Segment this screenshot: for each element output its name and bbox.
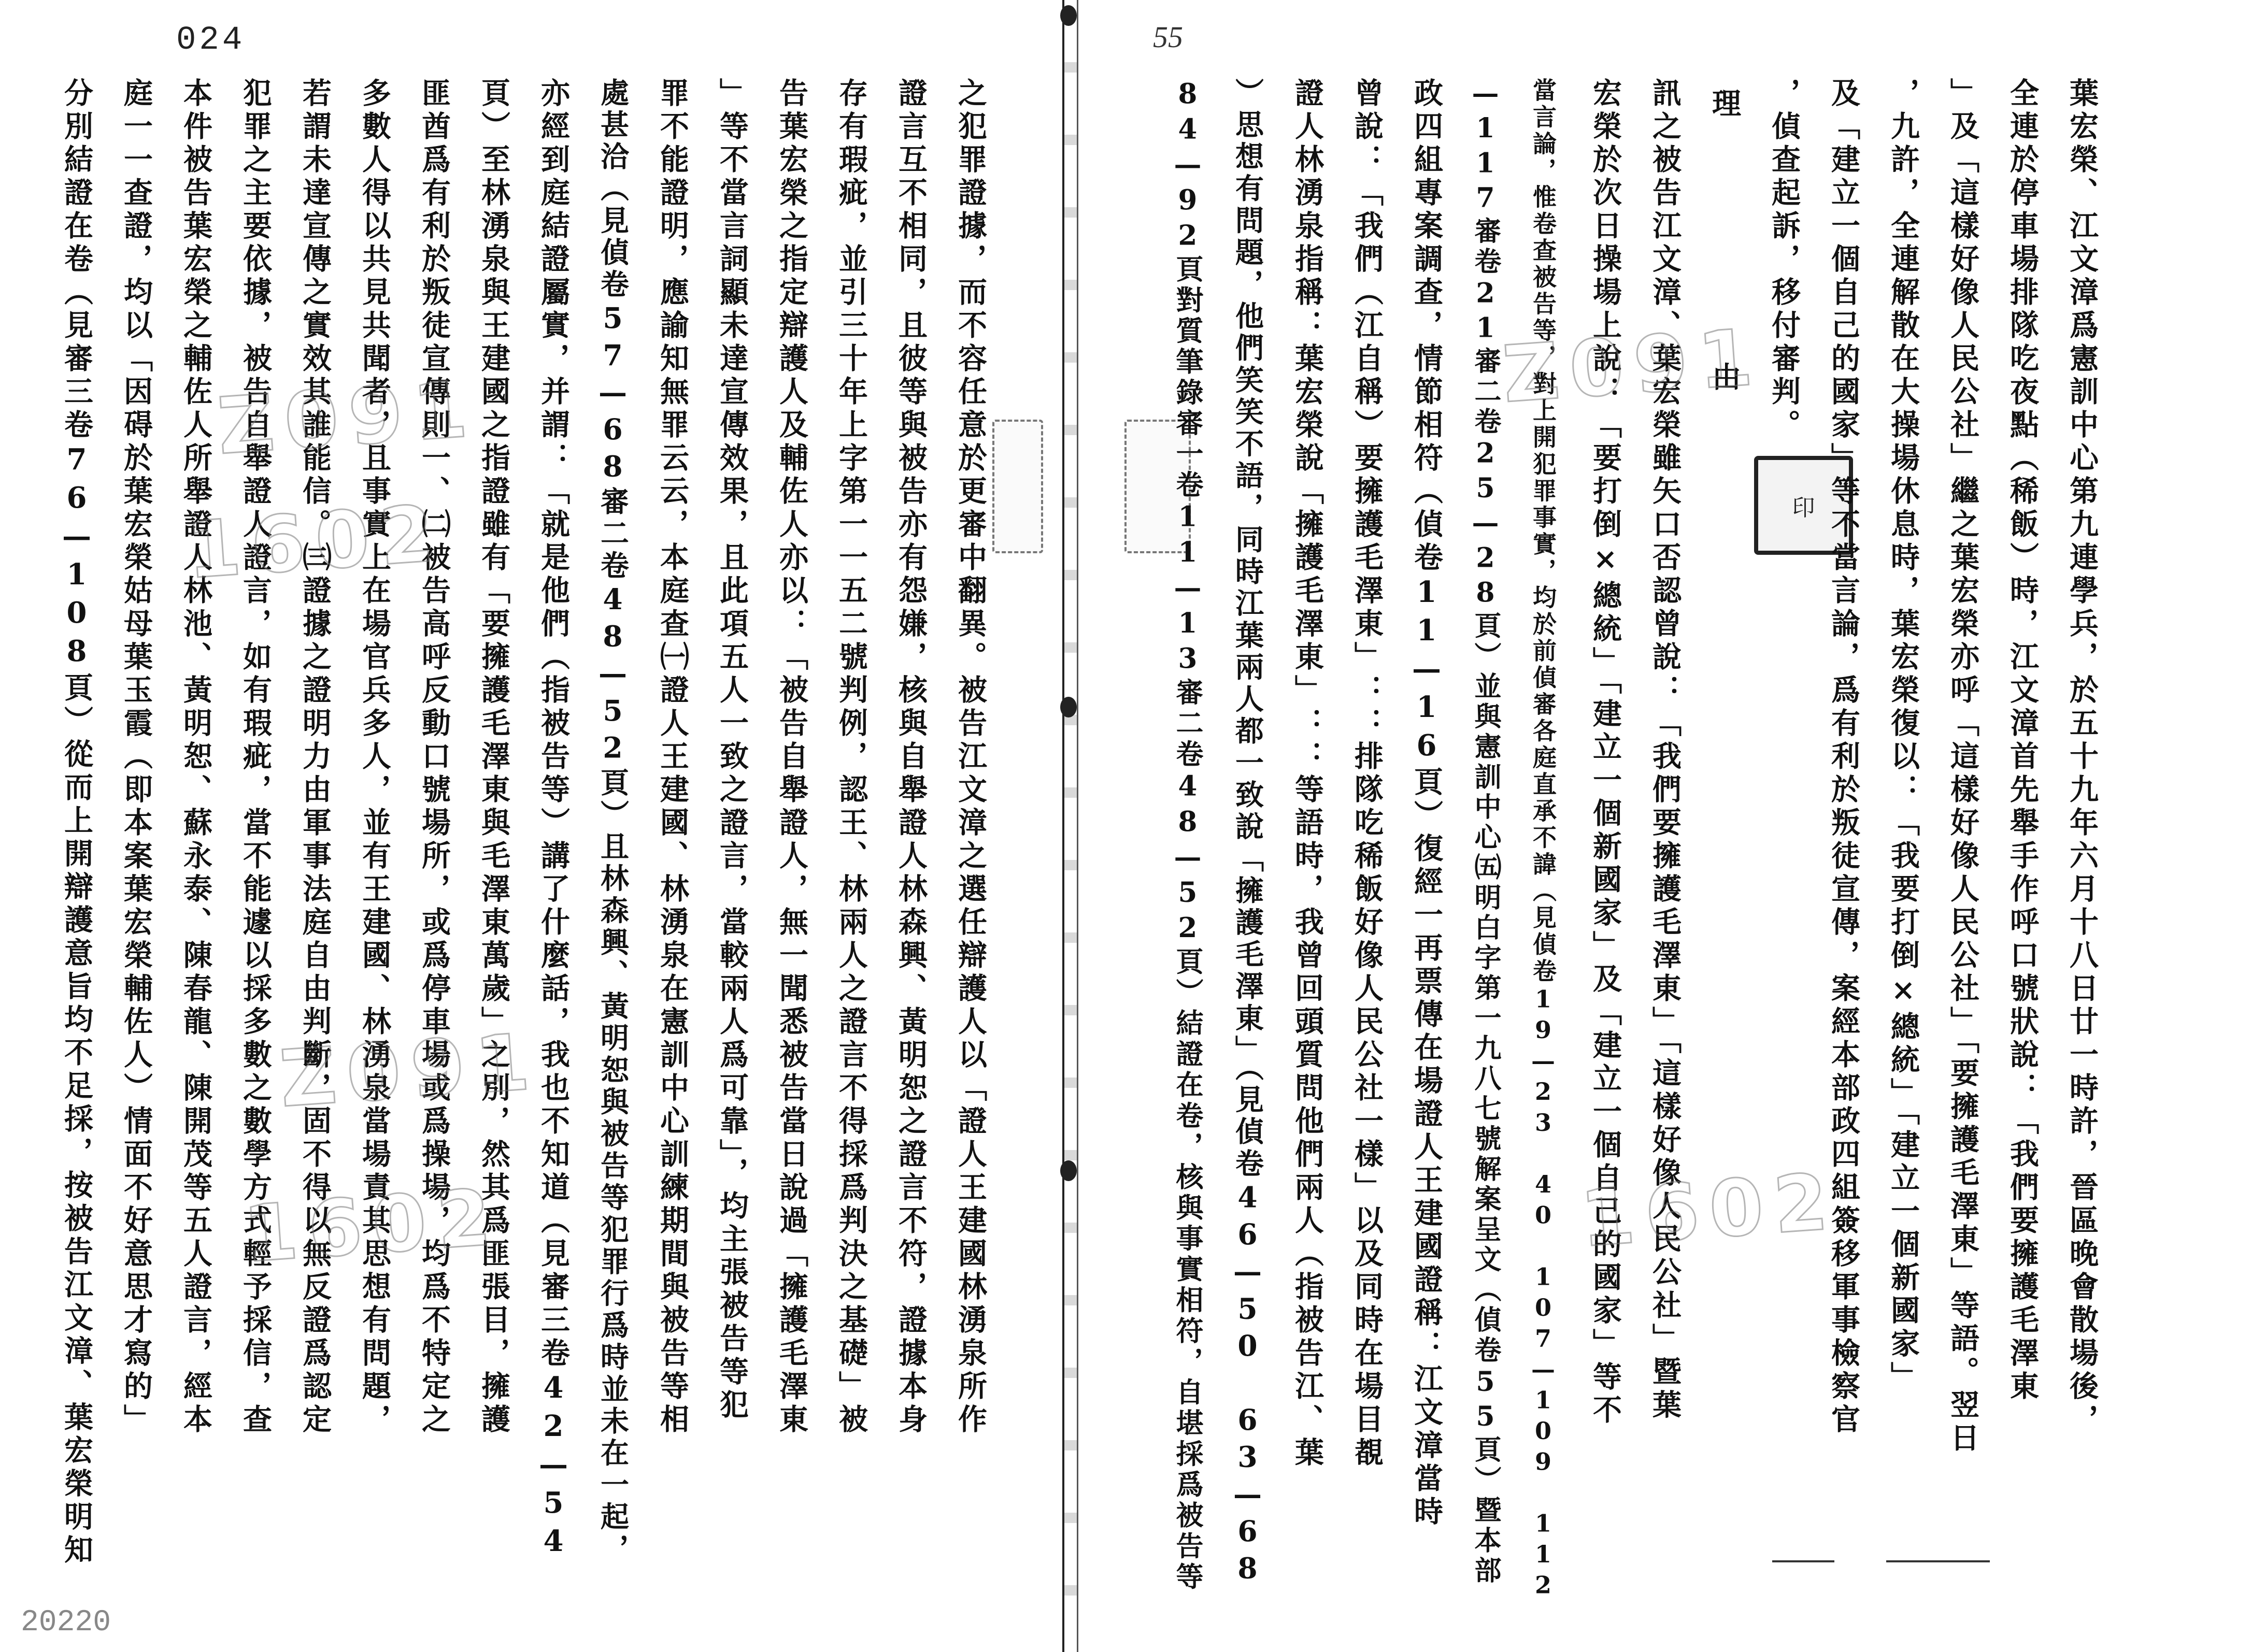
text-column: 處甚洽（見偵卷57—68審二卷48—52頁）且林森興、黃明恕與被告等犯罪行爲時並未在一起，: [596, 78, 630, 1565]
folio-mark: 55: [1153, 20, 1183, 54]
text-column: —117審卷21審二卷25—28頁）並與憲訓中心㈤明白字第一九八七號解案呈文（偵卷55頁）暨本部: [1470, 78, 1501, 1587]
text-column: 多數人得以共見共聞者，且事實上在場官兵多人，並有王建國、林湧泉當場責其思想有問題，: [358, 78, 392, 1437]
text-column: 」等不當言詞顯未達宣傳效果，且此項五人一致之證言，當較兩人爲可靠」，均主張被告等犯: [715, 78, 749, 1423]
footer-rule: [1886, 1560, 1990, 1562]
text-column: 政四組專案調查，情節相符（偵卷11—16頁）復經一再票傳在場證人王建國證稱：江文漳當時: [1409, 78, 1444, 1529]
watermark: 1602: [1577, 1156, 1841, 1265]
text-column: 葉宏榮、江文漳爲憲訓中心第九連學兵，於五十九年六月十八日廿一時許，晉區晚會散場後，: [2065, 78, 2099, 1437]
text-column: ，偵查起訴，移付審判。: [1767, 78, 1801, 442]
text-column: 匪酋爲有利於叛徒宣傳則一、㈡被告高呼反動口號場所，或爲停車場或爲操場，均爲不特定之: [417, 78, 451, 1437]
text-column: 庭一一查證，均以「因碍於葉宏榮姑母葉玉霞（即本案葉宏榮輔佐人）情面不好意思才寫的」: [119, 78, 153, 1437]
binding-hole: [1060, 5, 1077, 26]
text-column: 分別結證在卷（見審三卷76—108頁）從而上開辯護意旨均不足採，按被告江文漳、葉宏榮明知: [60, 78, 94, 1568]
text-column: 證人林湧泉指稱：葉宏榮說「擁護毛澤東」：：等語時，我曾回頭質問他們兩人（指被告江、葉: [1290, 78, 1324, 1470]
watermark: Z091: [215, 364, 481, 472]
text-column: 犯罪之主要依據，被告自舉證人證言，如有瑕疵，當不能遽以採多數之數學方式輕予採信，查: [238, 78, 273, 1437]
text-column: 曾說：「我們（江自稱）要擁護毛澤東」：：排隊吃稀飯好像人民公社一樣」以及同時在場目覩: [1350, 78, 1384, 1470]
text-column: 訊之被告江文漳、葉宏榮雖矢口否認曾說：「我們要擁護毛澤東」「這樣好像人民公社」暨葉: [1648, 78, 1682, 1423]
text-column: 若謂未達宣傳之實效其誰能信。㈢證據之證明力由軍事法庭自由判斷，固不得以無反證爲認定: [298, 78, 332, 1437]
section-heading: 理 由: [1707, 88, 1742, 453]
binding-hole: [1060, 697, 1077, 717]
text-column: 罪不能證明，應諭知無罪云云，本庭查㈠證人王建國、林湧泉在憲訓中心訓練期間與被告等相: [656, 78, 690, 1437]
text-column: ）思想有問題，他們笑笑不語，同時江葉兩人都一致說「擁護毛澤東」（見偵卷46—50 63—68: [1231, 78, 1264, 1589]
text-column: 84—92頁對質筆錄審一卷11—13審二卷48—52頁）結證在卷，核與事實相符，自堪採爲被告等: [1172, 78, 1204, 1593]
text-column: ，九許，全連解散在大操場休息時，葉宏榮復以：「我要打倒×總統」「建立一個新國家」: [1886, 78, 1920, 1395]
text-column: 」及「這樣好像人民公社」繼之葉宏榮亦呼「這樣好像人民公社」「要擁護毛澤東」等語。翌日: [1946, 78, 1980, 1456]
page-number: 024: [176, 22, 246, 59]
text-column: 宏榮於次日操場上說：「要打倒×總統」「建立一個新國家」及「建立一個自己的國家」等不: [1588, 78, 1622, 1428]
binding-hole: [1060, 1160, 1077, 1181]
text-column: 當言論，惟卷查被告等，對上開犯罪事實，均於前偵審各庭直承不諱（見偵卷19—23 40 107—109 112: [1529, 78, 1557, 1602]
watermark: 1602: [240, 1172, 504, 1281]
watermark: Z091: [277, 1016, 543, 1125]
text-column: 告葉宏榮之指定辯護人及輔佐人亦以：「被告自舉證人，無一聞悉被告當日說過「擁護毛澤東: [775, 78, 809, 1437]
stamp-box-left: [992, 420, 1043, 553]
text-column: 亦經到庭結證屬實，并謂：「就是他們（指被告等）講了什麼話，我也不知道（見審三卷42—54: [536, 78, 571, 1562]
watermark: Z091: [1500, 312, 1766, 421]
text-column: 頁）至林湧泉與王建國之指證雖有「要擁護毛澤東與毛澤東萬歲」之別，然其爲匪張目，擁護: [477, 78, 511, 1437]
text-column: 存有瑕疵，並引三十年上字第一一五二號判例，認王、林兩人之證言不得採爲判決之基礎」被: [834, 78, 868, 1437]
footer-number: 20220: [21, 1606, 111, 1640]
watermark: 1602: [183, 488, 447, 597]
text-column: 全連於停車場排隊吃夜點（稀飯）時，江文漳首先舉手作呼口號狀說：「我們要擁護毛澤東: [2005, 78, 2040, 1404]
text-column: 及「建立一個自己的國家」等不當言論，爲有利於叛徒宣傳，案經本部政四組簽移軍事檢察官: [1827, 78, 1861, 1437]
seal-glyph: 印: [1792, 494, 1815, 521]
footer-rule: [1772, 1560, 1834, 1562]
text-column: 證言互不相同，且彼等與被告亦有怨嫌，核與自舉證人林森興、黃明恕之證言不符，證據本身: [894, 78, 928, 1437]
text-column: 本件被告葉宏榮之輔佐人所舉證人林池、黃明恕、蘇永泰、陳春龍、陳開茂等五人證言，經本: [179, 78, 213, 1437]
book-gutter: [1062, 0, 1078, 1652]
text-column: 之犯罪證據，而不容任意於更審中翻異。被告江文漳之選任辯護人以「證人王建國林湧泉所作: [953, 78, 988, 1437]
